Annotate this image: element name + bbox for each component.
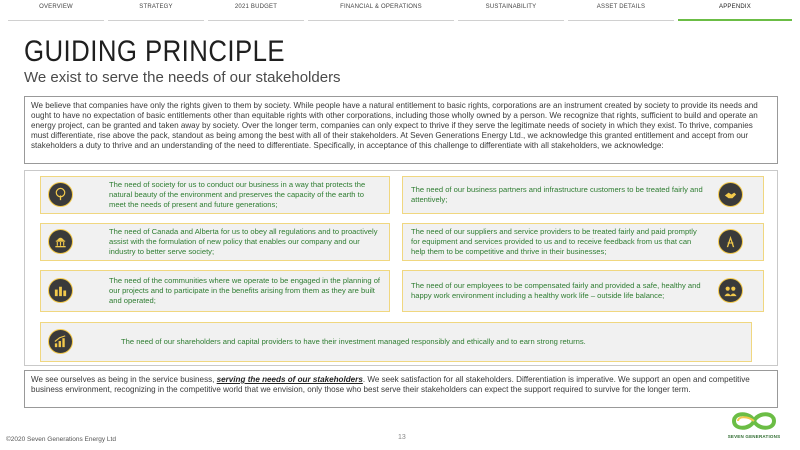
nav-tab-underline — [108, 20, 204, 21]
closing-emphasis: serving the needs of our stakeholders — [216, 375, 363, 384]
nav-tab-label: 2021 BUDGET — [234, 4, 278, 10]
need-text-society: The need of society for us to conduct our business in a way that protects the natural beauty of the environment and preserves the capacity of the earth to meet the needs of present and future generations; — [109, 180, 366, 209]
nav-tab-label: OVERVIEW — [39, 4, 73, 10]
community-icon — [48, 278, 73, 303]
page-subtitle: We exist to serve the needs of our stakeholders — [24, 69, 341, 86]
need-card-employees — [402, 270, 764, 312]
need-text-communities: The need of the communities where we operate to be engaged in the planning of our projects and to participate in the benefits arising from them as they are built and operated; — [109, 276, 381, 305]
closing-paragraph — [24, 370, 778, 408]
need-card-government — [40, 223, 390, 261]
nav-tab-asset-details[interactable] — [568, 3, 674, 17]
nav-tab-underline — [208, 20, 304, 21]
page-number: 13 — [398, 434, 406, 441]
need-card-society — [40, 176, 390, 214]
need-text-government: The need of Canada and Alberta for us to obey all regulations and to proactively assist with the formulation of new policy that enables our company and our industry to better serve society; — [109, 227, 378, 256]
employees-icon — [718, 278, 743, 303]
nav-tab-financial-operations[interactable] — [308, 3, 454, 17]
oil-rig-icon — [718, 229, 743, 254]
nav-tab-overview[interactable] — [8, 3, 104, 17]
need-text-employees: The need of our employees to be compensated fairly and provided a safe, healthy and happy work environment including a healthy work life – outside life balance; — [411, 281, 701, 300]
logo-mark-icon — [726, 408, 782, 434]
seven-generations-logo — [726, 408, 782, 446]
logo-wordmark: SEVEN GENERATIONS — [727, 434, 781, 439]
nav-tab-label: ASSET DETAILS — [596, 4, 646, 10]
page-title: GUIDING PRINCIPLE — [24, 35, 286, 68]
growth-chart-icon — [48, 329, 73, 354]
handshake-icon — [718, 182, 743, 207]
nav-tab-label: FINANCIAL & OPERATIONS — [340, 4, 422, 10]
nav-tab-sustainability[interactable] — [458, 3, 564, 17]
need-card-partners — [402, 176, 764, 214]
nav-tab-label: APPENDIX — [719, 4, 751, 10]
nav-tab-underline-active — [678, 19, 792, 21]
nav-tab-underline — [8, 20, 104, 21]
need-text-suppliers: The need of our suppliers and service providers to be treated fairly and paid promptly for equipment and services provided to us and to receive feedback from us that can help them to be competitive and thrive in their businesses; — [411, 227, 697, 256]
closing-text-end: . We seek satisfaction for all stakeholders. Differentiation is imperative. We support an open and competitive business environment, recognizing in the competitive world that we envision, only those who best serve their stakeholders can expect the support required to survive for the longer term. — [31, 375, 750, 394]
nav-tab-label: SUSTAINABILITY — [485, 4, 537, 10]
nav-tab-underline — [458, 20, 564, 21]
nav-tab-appendix[interactable] — [678, 3, 792, 17]
top-nav — [0, 0, 800, 20]
intro-paragraph: We believe that companies have only the rights given to them by society. While people have a natural entitlement to basic rights, corporations are an instrument created by society to provide its needs and ought to have no expectation of basic entitlements other than equitable rights with other corporations, including those wholly owned by a person. We recognize that rights, sufficient to build and operate an energy project, can be granted and taken away by society. Over the longer term, companies can only expect to thrive if they serve the legitimate needs of society in which they exist. To thrive, companies must differentiate, rise above the pack, standout as being among the best with all of their stakeholders. At Seven Generations Energy Ltd., we acknowledge this granted entitlement and accept from our stakeholders a duty to thrive and an understanding of the need to differentiate. Specifically, in acceptance of this challenge to differentiate with all stakeholders, we acknowledge: — [24, 96, 778, 164]
tree-icon — [48, 182, 73, 207]
nav-tab-underline — [568, 20, 674, 21]
need-card-suppliers — [402, 223, 764, 261]
need-text-partners: The need of our business partners and infrastructure customers to be treated fairly and attentively; — [411, 185, 703, 204]
capitol-building-icon — [48, 229, 73, 254]
nav-tab-label: STRATEGY — [139, 4, 173, 10]
need-card-shareholders — [40, 322, 752, 362]
nav-tab-underline — [308, 20, 454, 21]
nav-tab-strategy[interactable] — [108, 3, 204, 17]
need-text-shareholders: The need of our shareholders and capital providers to have their investment managed responsibly and ethically and to earn strong returns. — [121, 337, 586, 347]
need-card-communities — [40, 270, 390, 312]
copyright-notice: ©2020 Seven Generations Energy Ltd — [6, 436, 116, 443]
nav-tab-2021-budget[interactable] — [208, 3, 304, 17]
closing-text-start: We see ourselves as being in the service business, — [31, 375, 217, 384]
